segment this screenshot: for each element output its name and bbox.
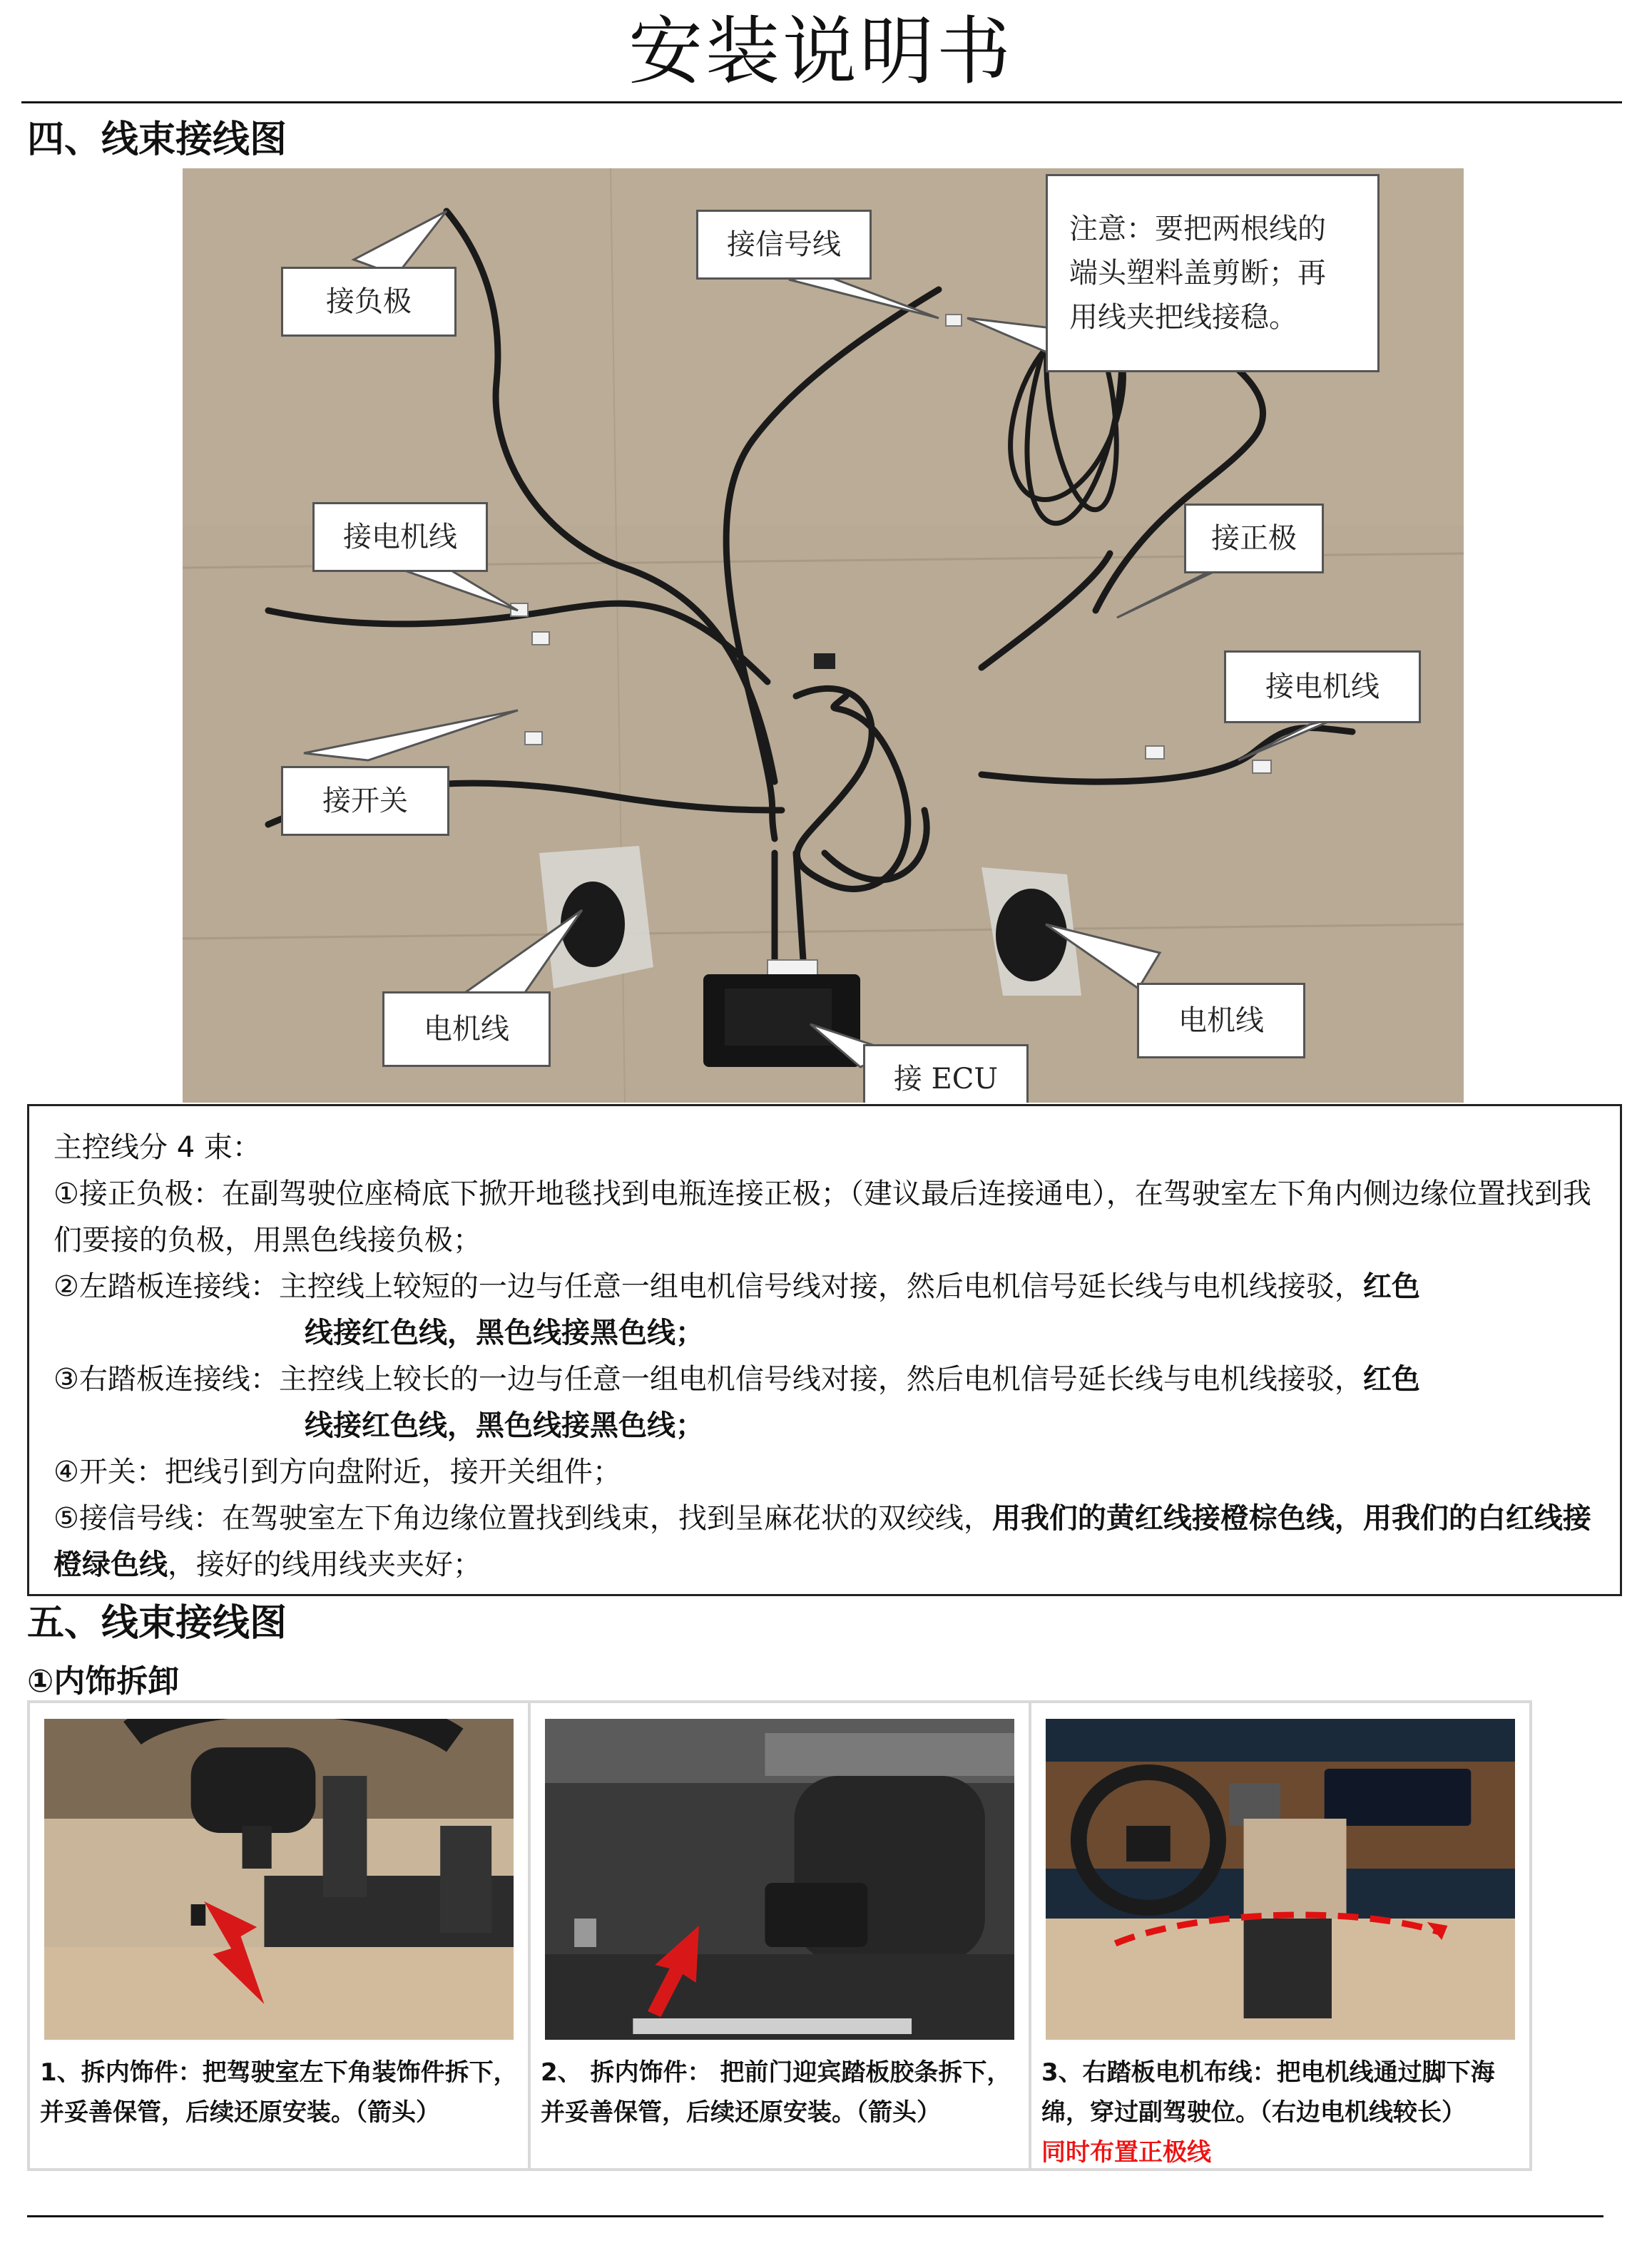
instruction-item-4: ④开关：把线引到方向盘附近，接开关组件； [53,1456,621,1488]
instruction-item-3-emphasis: 红色 [1362,1363,1420,1396]
title-divider [21,101,1622,103]
instruction-item-1: ①接正负极：在副驾驶位座椅底下掀开地毯找到电瓶连接正极；（建议最后连接通电），在驾驶室左下角内侧边缘位置找到我们要接的负极，用黑色线接负极； [53,1178,1591,1257]
instruction-item-5-tail: ，接好的线用线夹夹好； [168,1548,481,1581]
instruction-item-5-text: ⑤接信号线：在驾驶室左下角边缘位置找到线束，找到呈麻花状的双绞线， [53,1502,992,1535]
section5-subheading: ①内饰拆卸 [27,1663,180,1700]
section5-heading: 五、线束接线图 [27,1602,287,1645]
callout-motor-bag-left: 电机线 [382,991,551,1067]
step-3-illustration [1046,1719,1515,2040]
callout-ecu: 接 ECU [863,1044,1029,1103]
instruction-item-3-text: ③右踏板连接线：主控线上较长的一边与任意一组电机信号线对接，然后电机信号延长线与电机线接驳， [53,1363,1363,1396]
instructions-intro: 主控线分 4 束： [53,1131,261,1164]
step-2-illustration [545,1719,1014,2040]
note-line-2: 端头塑料盖剪断；再 [1069,257,1326,290]
step-1-caption: 1、拆内饰件：把驾驶室左下角装饰件拆下，并妥善保管，后续还原安装。（箭头） [40,2058,518,2127]
callout-motor-left: 接电机线 [312,502,488,572]
step-cell-1 [30,1703,531,2168]
callout-motor-bag-right: 电机线 [1137,983,1305,1058]
instructions-box [27,1104,1622,1596]
wiring-harness-photo [183,168,1464,1103]
step-3-caption [1041,2053,1522,2172]
callout-positive: 接正极 [1184,504,1324,573]
instruction-item-2-continued [53,1310,1598,1357]
document-title: 安装说明书 [628,8,1014,95]
step-3-photo [1046,1719,1515,2040]
note-line-3: 用线夹把线接稳。 [1069,301,1297,334]
instruction-item-3-emphasis-2: 线接红色线，黑色线接黑色线； [305,1409,704,1442]
instruction-item-2-text: ②左踏板连接线：主控线上较短的一边与任意一组电机信号线对接，然后电机信号延长线与电机线接驳， [53,1270,1363,1303]
instruction-item-3-continued [53,1403,1598,1449]
instruction-item-3 [53,1357,1598,1403]
callout-motor-right: 接电机线 [1224,650,1421,723]
step-1-illustration [44,1719,514,2040]
instruction-item-5 [53,1496,1598,1588]
step-1-photo [44,1719,514,2040]
callout-switch: 接开关 [281,766,449,836]
step-3-caption-text: 3、右踏板电机布线：把电机线通过脚下海绵，穿过副驾驶位。（右边电机线较长） [1041,2058,1495,2127]
instruction-item-2-emphasis: 红色 [1362,1270,1420,1303]
step-cell-3 [1031,1703,1529,2168]
section4-heading: 四、线束接线图 [27,118,287,161]
instruction-item-2-emphasis-2: 线接红色线，黑色线接黑色线； [305,1317,704,1349]
step-cell-2 [531,1703,1031,2168]
bottom-divider [27,2215,1603,2217]
callout-note [1046,174,1380,372]
instruction-item-2 [53,1264,1598,1310]
callout-negative: 接负极 [281,267,457,337]
callout-signal: 接信号线 [696,210,872,280]
note-line-1: 注意：要把两根线的 [1069,213,1326,245]
step-2-photo [545,1719,1014,2040]
instruction-item-5-emphasis: 用我们的黄红线接橙棕色线，用我们的白红线接橙绿色线 [53,1502,1591,1581]
step-3-caption-red: 同时布置正极线 [1041,2138,1211,2167]
steps-table [27,1700,1532,2171]
step-2-caption: 2、 拆内饰件： 把前门迎宾踏板胶条拆下，并妥善保管，后续还原安装。（箭头） [541,2058,1011,2127]
